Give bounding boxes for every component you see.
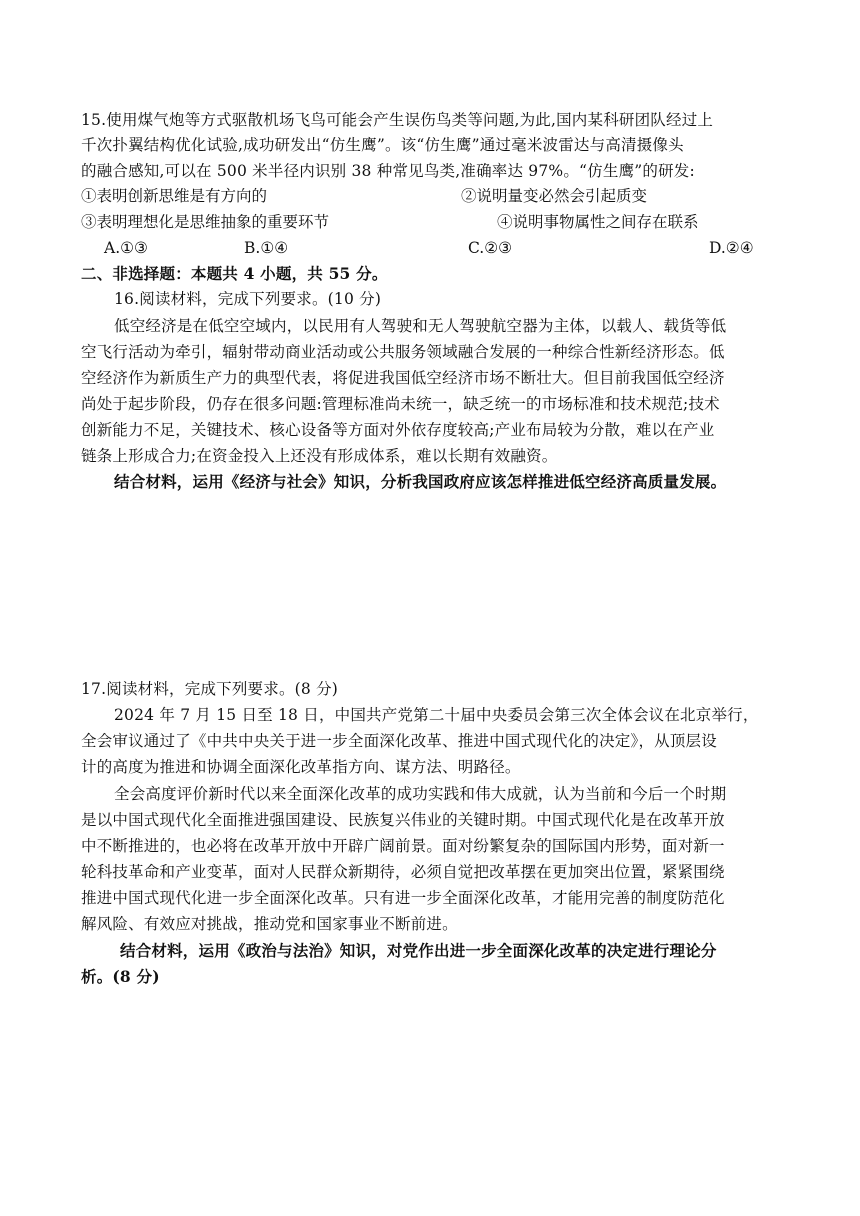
q15-option-c: C.②③ (468, 239, 513, 257)
q15-option-d: D.②④ (709, 239, 754, 257)
q16-material-line-1: 低空经济是在低空空域内，以民用有人驾驶和无人驾驶航空器为主体，以载人、载货等低 (114, 317, 727, 335)
q17-header: 17.阅读材料，完成下列要求。(8 分) (81, 680, 339, 698)
q16-material-line-6: 链条上形成合力;在资金投入上还没有形成体系，难以长期有效融资。 (81, 447, 558, 465)
q16-question: 结合材料，运用《经济与社会》知识，分析我国政府应该怎样推进低空经济高质量发展。 (114, 472, 727, 491)
q16-material-line-5: 创新能力不足，关键技术、核心设备等方面对外依存度较高;产业布局较为分散，难以在产业 (81, 421, 715, 439)
q15-option-b: B.①④ (244, 239, 289, 257)
q15-item-2: ②说明量变必然会引起质变 (461, 187, 648, 205)
q16-material-line-2: 空飞行活动为牵引，辐射带动商业活动或公共服务领域融合发展的一种综合性新经济形态。低 (81, 343, 725, 361)
q17-question-line-2: 析。(8 分) (81, 967, 160, 986)
q15-stem-line-3: 的融合感知,可以在 500 米半径内识别 38 种常见鸟类,准确率达 97%。“仿生鹰”的研发: (81, 162, 695, 180)
q17-para2-line-4: 轮科技革命和产业变革，面对人民群众新期待，必须自觉把改革摆在更加突出位置，紧紧围绕 (81, 863, 725, 881)
q15-stem-line-2: 千次扑翼结构优化试验,成功研发出“仿生鹰”。该“仿生鹰”通过毫米波雷达与高清摄像头 (81, 136, 684, 154)
section-heading: 二、非选择题：本题共 4 小题，共 55 分。 (81, 264, 388, 283)
q15-item-4: ④说明事物属性之间存在联系 (497, 213, 699, 231)
q17-para2-line-5: 推进中国式现代化进一步全面深化改革。只有进一步全面深化改革，才能用完善的制度防范化 (81, 889, 725, 907)
q15-option-a: A.①③ (104, 239, 148, 257)
q17-para1-line-3: 计的高度为推进和协调全面深化改革指方向、谋方法、明路径。 (81, 758, 521, 776)
q15-item-3: ③表明理想化是思维抽象的重要环节 (81, 213, 330, 231)
q15-stem-line-1: 15.使用煤气炮等方式驱散机场飞鸟可能会产生误伤鸟类等问题,为此,国内某科研团队经过上 (81, 111, 714, 129)
q15-item-1: ①表明创新思维是有方向的 (81, 187, 268, 205)
q16-material-line-4: 尚处于起步阶段，仍存在很多问题:管理标准尚未统一，缺乏统一的市场标准和技术规范;技术 (81, 395, 720, 413)
q17-para2-line-2: 是以中国式现代化全面推进强国建设、民族复兴伟业的关键时期。中国式现代化是在改革开放 (81, 811, 725, 829)
q17-para2-line-6: 解风险、有效应对挑战，推动党和国家事业不断前进。 (81, 915, 458, 933)
q17-question-line-1: 结合材料，运用《政治与法治》知识，对党作出进一步全面深化改革的决定进行理论分 (120, 941, 717, 960)
q17-para1-line-1: 2024 年 7 月 15 日至 18 日，中国共产党第二十届中央委员会第三次全体会议在北京举行， (114, 706, 759, 724)
q17-para2-line-1: 全会高度评价新时代以来全面深化改革的成功实践和伟大成就，认为当前和今后一个时期 (114, 785, 727, 803)
q16-material-line-3: 空经济作为新质生产力的典型代表，将促进我国低空经济市场不断壮大。但目前我国低空经济 (81, 369, 725, 387)
q17-para1-line-2: 全会审议通过了《中共中央关于进一步全面深化改革、推进中国式现代化的决定》，从顶层设 (81, 732, 717, 750)
q17-para2-line-3: 中不断推进的，也必将在改革开放中开辟广阔前景。面对纷繁复杂的国际国内形势，面对新一 (81, 837, 725, 855)
q16-header: 16.阅读材料，完成下列要求。(10 分) (114, 290, 382, 308)
